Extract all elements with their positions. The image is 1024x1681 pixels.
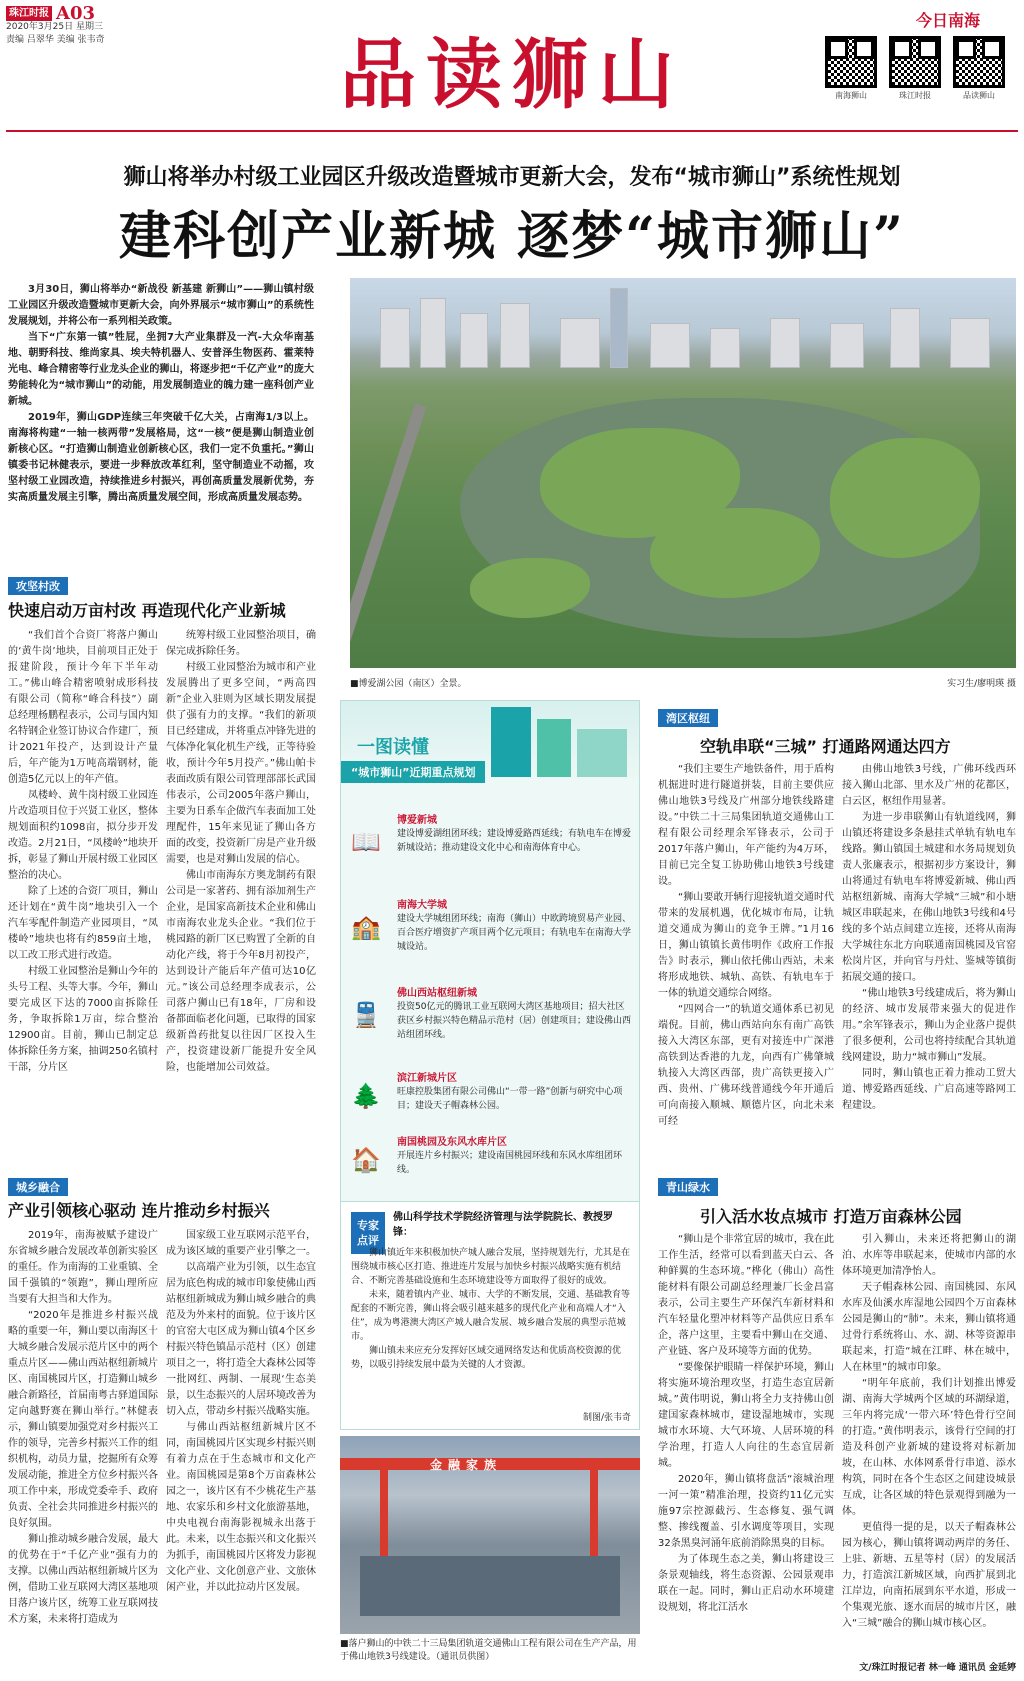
photo-credit: 实习生/廖明瑛 摄 <box>947 679 1016 689</box>
qr-label: 珠江时报 <box>899 91 931 100</box>
section-tag-bay-hub: 湾区枢纽 <box>658 707 718 727</box>
section2-col1: 2019年，南海被赋予建设广东省城乡融合发展改革创新实验区的重任。作为南海的工业重镇、全国千强镇的“领跑”，狮山理所应当要有大担当和大作为。 “2020年是推进乡村振兴战略的重要一年，狮山要以南海区十大城乡融合发展示范片区中的两个重点片区——佛山西站枢纽新城片区、南国桃园片区，打造狮山城乡融合新路径，首届南粤古驿道国际定向越野赛在狮山举行。”林健表示，狮山镇要加强党对乡村振兴工作的领导，完善乡村振兴工作的组织机构，动员力量，挖掘所有众筹发展动能，推进全方位乡村振兴各项工作中来，形成党委牵手、政府负责、全社会共同推进乡村振兴的良好氛围。 狮山推动城乡融合发展，最大的优势在于“千亿产业”强有力的支撑。以佛山西站枢纽新城片区为例，借助工业互联网大湾区基地项目落户该片区，统筹工业互联网技术方案，未来将打造成为 <box>8 1230 158 1625</box>
photo-caption: ■博爱湖公园（南区）全景。 <box>350 679 467 689</box>
section-tag-village: 攻坚村改 <box>8 575 68 595</box>
qr-code-3[interactable] <box>950 36 1008 101</box>
comment-text: 狮山镇近年来积极加快产城人融合发展，坚持规划先行，尤其是在围绕城市核心区打造、推进连片发展与加快乡村振兴战略实施有机结合、不断完善基础设施和生态环境建设等方面取得了很好的成效。 未来，随着镇内产业、城市、大学的不断发展，交通、基础教育等配套的不断完善，狮山将会吸引越来越多的现代化产业和高端人才“入住”，成为粤港澳大湾区产城人融合发展、城乡融合发展的典型示范城市。 狮山镇未来应充分发挥好区域交通网络发达和优质高校资源的优势，以吸引持续发展中最为关键的人才资源。 <box>351 1248 631 1370</box>
train-icon: 🚆 <box>351 1001 381 1029</box>
comment-label: 专家点评 <box>351 1212 385 1254</box>
lead-paragraph: 2019年，狮山GDP连续三年突破千亿大关，占南海1/3以上。南海将构建“一轴一核两带”发展格局，这“一核”便是狮山制造业创新核心区。“打造狮山制造业创新核心区，我们一定不负重托。”狮山镇委书记林健表示，要进一步释放改革红利，坚守制造业不动摇，攻坚村级工业园改造，持续推进乡村振兴，再创高质量发展新优势，夯实高质量发展主引擎，腾出高质量发展空间，形成高质量发展态势。 <box>8 412 314 503</box>
section-title-urban-rural: 产业引领核心驱动 连片推动乡村振兴 <box>8 1201 270 1220</box>
infographic-panel: 一图读懂 “城市狮山”近期重点规划 📖 博爱新城 建设博爱湖组团环线；建设博爱路西延线；有轨电车在博爱新城设站；推动建设文化中心和南海体育中心。 🏫 南海大学城 建设大学城组团环线；南海（狮山）中欧跨境贸易产业园、百合医疗增资扩产项目两个亿元项目；有轨电车在南海大学城设站。 🚆 佛山西站枢纽新城 投资50亿元的腾讯工业互联网大湾区基地项目；招大社区获区乡村振兴特色精品示范村（居）创建项目；建设佛山西站组团环线。 🌲 滨江新城片区 旺康控股集团有限公司佛山“一带一路”创新与研究中心项目；建设天子帽森林公园。 🏠 南国桃园及东风水库片区 开展连片乡村振兴；建设南国桃园环线和东风水库组团环线。 专家点评 佛山科学技术学院经济管理与法学院院长、教授罗锋： 狮山镇近年来积极加快产城人融合发展，坚持规划先行，尤其是在围绕城市核心区打造、推进连片发展与加快乡村振兴战略实施有机结合、不断完善基础设施和生态环境建设等方面取得了很好的成效。 未来，随着镇内产业、城市、大学的不断发展，交通、基础教育等配套的不断完善，狮山将会吸引越来越多的现代化产业和高端人才“入住”，成为粤港澳大湾区产城人融合发展、城乡融合发展的典型示范城市。 狮山镇未来应充分发挥好区域交通网络发达和优质高校资源的优势，以吸引持续发展中最为关键的人才资源。 制图/张韦奇 <box>340 700 640 1430</box>
lead-paragraph: 3月30日，狮山将举办“新战役 新基建 新狮山”——狮山镇村级工业园区升级改造暨城市更新大会，向外界展示“城市狮山”的系统性发展规划，并将公布一系列相关政策。 <box>8 284 314 327</box>
qr-label: 南海狮山 <box>835 91 867 100</box>
issue-date: 2020年3月25日 星期三 <box>6 22 103 32</box>
building-graphic <box>537 719 571 777</box>
paper-logo: 珠江时报 <box>6 6 52 21</box>
book-icon: 📖 <box>351 828 381 856</box>
school-icon: 🏫 <box>351 913 381 941</box>
infographic-subtitle: “城市狮山”近期重点规划 <box>341 761 485 783</box>
infographic-title: 一图读懂 <box>357 737 429 758</box>
comment-author: 佛山科学技术学院经济管理与法学院院长、教授罗锋： <box>393 1212 613 1238</box>
section-title-green: 引入活水妆点城市 打造万亩森林公园 <box>700 1207 962 1226</box>
section-tag-green: 青山绿水 <box>658 1176 718 1196</box>
house-icon: 🏠 <box>351 1146 381 1174</box>
today-label: 今日南海 <box>915 11 980 30</box>
qr-icon <box>889 36 941 88</box>
qr-label: 品读狮山 <box>963 91 995 100</box>
lead-paragraph: 当下“广东第一镇”牲屁，坐拥7大产业集群及一汽-大众华南基地、朝野科技、维尚家具、埃夫特机器人、安普泽生物医药、霍莱特光电、峰合精密等行业龙头企业的狮山，将逐步把“千亿产业”的庞大势能转化为“城市狮山”的动能，用发展制造业的魄力建一座科创产业新城。 <box>8 332 314 407</box>
page-number: A03 <box>56 3 96 24</box>
tree-icon: 🌲 <box>351 1082 381 1110</box>
section2-col2: 国家级工业互联网示范平台，成为该区域的重要产业引擎之一。 以高端产业为引领，以生态宜居为底色构成的城市印象使佛山西站枢纽新城成为狮山城乡融合的典范及为外来村的面貌。位于该片区的官窑大屯区成为狮山镇4个区乡村振兴特色镇品示范村（区）创建项目之一，将打造全大森林公园等一批网红、两制、一展现‘生态美景，以生态振兴的人居环境改善为切入点，带动乡村振兴战略实施。 与佛山西站枢纽新城片区不同，南国桃园片区实现乡村振兴则有着力点在于生态城市和文化产业。南国桃园是第8个万亩森林公园之一，该片区有不少桃花生产基地、农家乐和乡村文化旅游基地，中央电视台南海影视城永出落于此。未来，以生态振兴和文化振兴为抓手，南国桃园片区将发力影视文化产业、文化创意产业、文旅休闲产业，并以此拉动片区发展。 <box>166 1230 316 1593</box>
subheadline: 狮山将举办村级工业园区升级改造暨城市更新大会，发布“城市狮山”系统性规划 <box>123 165 901 190</box>
building-graphic <box>491 707 531 777</box>
section1-col1: “我们首个合资厂将落户狮山的‘黄牛岗’地块，目前项目正处于报建阶段，预计今年下半年动工。”佛山峰合精密喷射成形科技有限公司（简称“峰合科技”）副总经理杨鹏程表示，公司与国内知名特钢企业签订协议合作建厂，预计2021年投产，达到设计产量后，年产能为1万吨高端钢材，能创造5亿元以上的年产值。 凤楼岭、黄牛岗村级工业园连片改造项目位于兴贤工业区，整体规划面积约1098亩，拟分步开发改造。2月21日，“凤楼岭”地块开拆，彰显了狮山开展村级工业园区整治的决心。 除了上述的合资厂项目，狮山还计划在“黄牛岗”地块引入一个汽车零配件制造产业园项目，“凤楼岭”地块也将有约859亩土地，以工改工形式进行改造。 村级工业园整治是狮山今年的头号工程、头等大事。今年，狮山要完成区下达的7000亩拆除任务，争取拆除1万亩，综合整治12900亩。目前，狮山已制定总体拆除任务方案，抽调250名镇村干部，分片区 <box>8 630 158 1073</box>
qr-icon <box>953 36 1005 88</box>
main-headline: 建科创产业新城 逐梦“城市狮山” <box>119 206 905 267</box>
park-aerial-photo <box>350 278 1016 668</box>
factory-sign: 金融家族 <box>430 1458 503 1472</box>
editors: 责编 吕翠华 美编 张韦奇 <box>6 35 105 45</box>
section-title-village: 快速启动万亩村改 再造现代化产业新城 <box>8 601 286 620</box>
section-tag-urban-rural: 城乡融合 <box>8 1176 68 1196</box>
lead-text <box>8 282 314 574</box>
masthead-rule <box>6 130 1018 132</box>
section1-col2: 统筹村级工业园整治项目，确保完成拆除任务。 村级工业园整治为城市和产业发展腾出了更多空间，“两高四新”企业入驻则为区域长期发展提供了强有力的支撑。“我们的新项目已经建成，并将重点冲锋先进的气体净化氧化机生产线，正等待验收，预计今年5月投产。”佛山帕卡表面改质有限公司管理部部长武国伟表示，公司2005年落户狮山，主要为日系车企做汽车表面加工处理配件，15年来见证了狮山各方面的改变，投资新厂房是产业升级需要，也是对狮山发展的信心。 佛山市南海东方奥龙制药有限公司是一家著药、拥有添加剂生产企业，是国家高新技术企业和佛山市南海农业龙头企业。“我们位于桃园路的新厂区已购置了全新的自动化产线，将于今年8月初投产，达到设计产能后年产值可达10亿元。”该公司总经理李成表示，公司落户狮山已有18年，厂房和设备都面临老化问题，已取得的国家级新兽药批复以往因厂区投入生产，投资建设新厂能提升安全风险，也能增加公司效益。 <box>166 630 316 1073</box>
section4-col2: 引入狮山，未来还将把狮山的湖泊、水库等串联起来，使城市内部的水体环境更加清净怡人。 天子帽森林公园、南国桃园、东风水库及仙溪水库湿地公园四个万亩森林公园是狮山的“肺”。未来，狮山镇将通过骨行系统将山、水、湖、林等资源串联起来，打造“城在江畔、林在城中，人在林里”的城市印象。 “明年年底前，我们计划推出博爱湖、南海大学城两个区域的环湖绿道，三年内将完成‘一带六环’特色骨行空间的打造。”黄伟明表示，该骨行空间的打造及科创产业新城的建设将对标新加坡，在山林、水体网系骨行串道、添水构筑，同时在各个生态区之间建设城景互成，让各区域的特色景观得到融为一体。 更值得一提的是，以天子帽森林公园为核心，狮山镇将调动两岸的务任、上驻、新塘、五星等村（居）的发展活力，打造滨江新城区域，向西扩展到北江岸边，向南拓展到东平水道，形成一个集观光旅、逐水而居的城市片区，融入“三城”融合的狮山城市核心区。 <box>842 1234 1016 1629</box>
section-title-bay-hub: 空轨串联“三城” 打通路网通达四方 <box>700 737 951 756</box>
qr-code-1[interactable] <box>822 36 880 101</box>
qr-icon <box>825 36 877 88</box>
section-masthead-title: 品读狮山 <box>340 30 684 119</box>
building-graphic <box>577 729 627 777</box>
expert-comment <box>341 1201 639 1429</box>
section3-col1: “我们主要生产地铁备件，用于盾构机掘进时进行隧道拼装，目前主要供应佛山地铁3号线及广州部分地铁线路建设。”中铁二十三局集团轨道交通佛山工程有限公司经理余军锋表示，公司于2017年落户狮山，年产能约为4万环，目前已完全复工协助佛山地铁3号线建设。 “狮山要敢开辆行迎接轨道交通时代带来的发展机遇，优化城市布局，让轨道交通成为狮山的竞争王牌。”1月16日，狮山镇镇长黄伟明作《政府工作报告》时表示，狮山依托佛山西站，未来将形成地铁、城轨、高铁、有轨电车于一体的轨道交通综合网络。 “四网合一”的轨道交通体系已初见端倪。目前，佛山西站向东有南广高铁接入大湾区东部，更有对接连中广深港高铁到达香港的九龙，向西有广佛肇城轨接入大湾区西部，贵广高铁更接入广西、贵州、广佛环线普通线今年开通后可向南接入顺城、顺德片区，向北未来可经 <box>658 764 834 1127</box>
infographic-credit: 制图/张韦奇 <box>582 1413 631 1423</box>
factory-caption: ■落户狮山的中铁二十三局集团轨道交通佛山工程有限公司在生产产品，用于佛山地铁3号线建设。（通讯员供图） <box>340 1639 637 1662</box>
factory-photo <box>340 1436 640 1634</box>
section3-col2: 由佛山地铁3号线，广佛环线西环接入狮山北部、里水及广州的花都区，白云区，枢纽作用显著。 为进一步串联狮山有轨道线网，狮山镇还将建设多条悬挂式单轨有轨电车线路。狮山镇国土城建和水务局规划负责人张廉表示，根据初步方案设计，狮山将通过有轨电车将博爱新城、佛山西站枢纽新城、南海大学城“三城”和小塘城区串联起来，在佛山地铁3号线和4号线的多个站点间建立连接，还将从南海大学城往东北方向联通南国桃园及官窑松岗片区，并向官与丹灶、鉴城等镇街拓展交通的接口。 “佛山地铁3号线建成后，将为狮山的经济、城市发展带来强大的促进作用。”余军锋表示，狮山为企业落户提供了很多便利，公司也将持续配合其轨道线网建设，助力“城市狮山”发展。 同时，狮山镇也正着力推动工贸大道、博爱路西延线、广启高速等路网工程建设。 <box>842 764 1016 1111</box>
section4-col1: “狮山是个非常宜居的城市，我在此工作生活，经常可以看到蓝天白云、各种鲜翼的生态环境。”桦化（佛山）高性能材料有限公司副总经理兼厂长金昌富表示，公司主要生产环保汽车新材料和汽车轻量化塑冲材料等产品供应日系车企，落户这里，主要看中狮山在交通、产业链、客户及环境等方面的优势。 “要像保护眼睛一样保护环境，狮山将实施环境治理攻坚，打造生态宜居新城。”黄伟明说，狮山将全力支持佛山创建国家森林城市，建设湿地城市，实现城市水环境、大气环境、人居环境的科学治理，打造人人向往的生态宜居新城。 2020年，狮山镇将盘活“滚城治理一河一策”精准治理，投资约11亿元实施97宗控源截污、生态修复、强气调整、掺线覆盖、引水调度等项目，实现32条黑臭河涌年底前消除黑臭的目标。 为了体现生态之美，狮山将建设三条景观轴线，将生态资源、公园景观串联在一起。同时，狮山正启动水环境建设规划，将北江活水 <box>658 1234 834 1613</box>
byline: 文/珠江时报记者 林一峰 通讯员 金延婷 <box>859 1663 1016 1673</box>
qr-code-2[interactable] <box>886 36 944 101</box>
